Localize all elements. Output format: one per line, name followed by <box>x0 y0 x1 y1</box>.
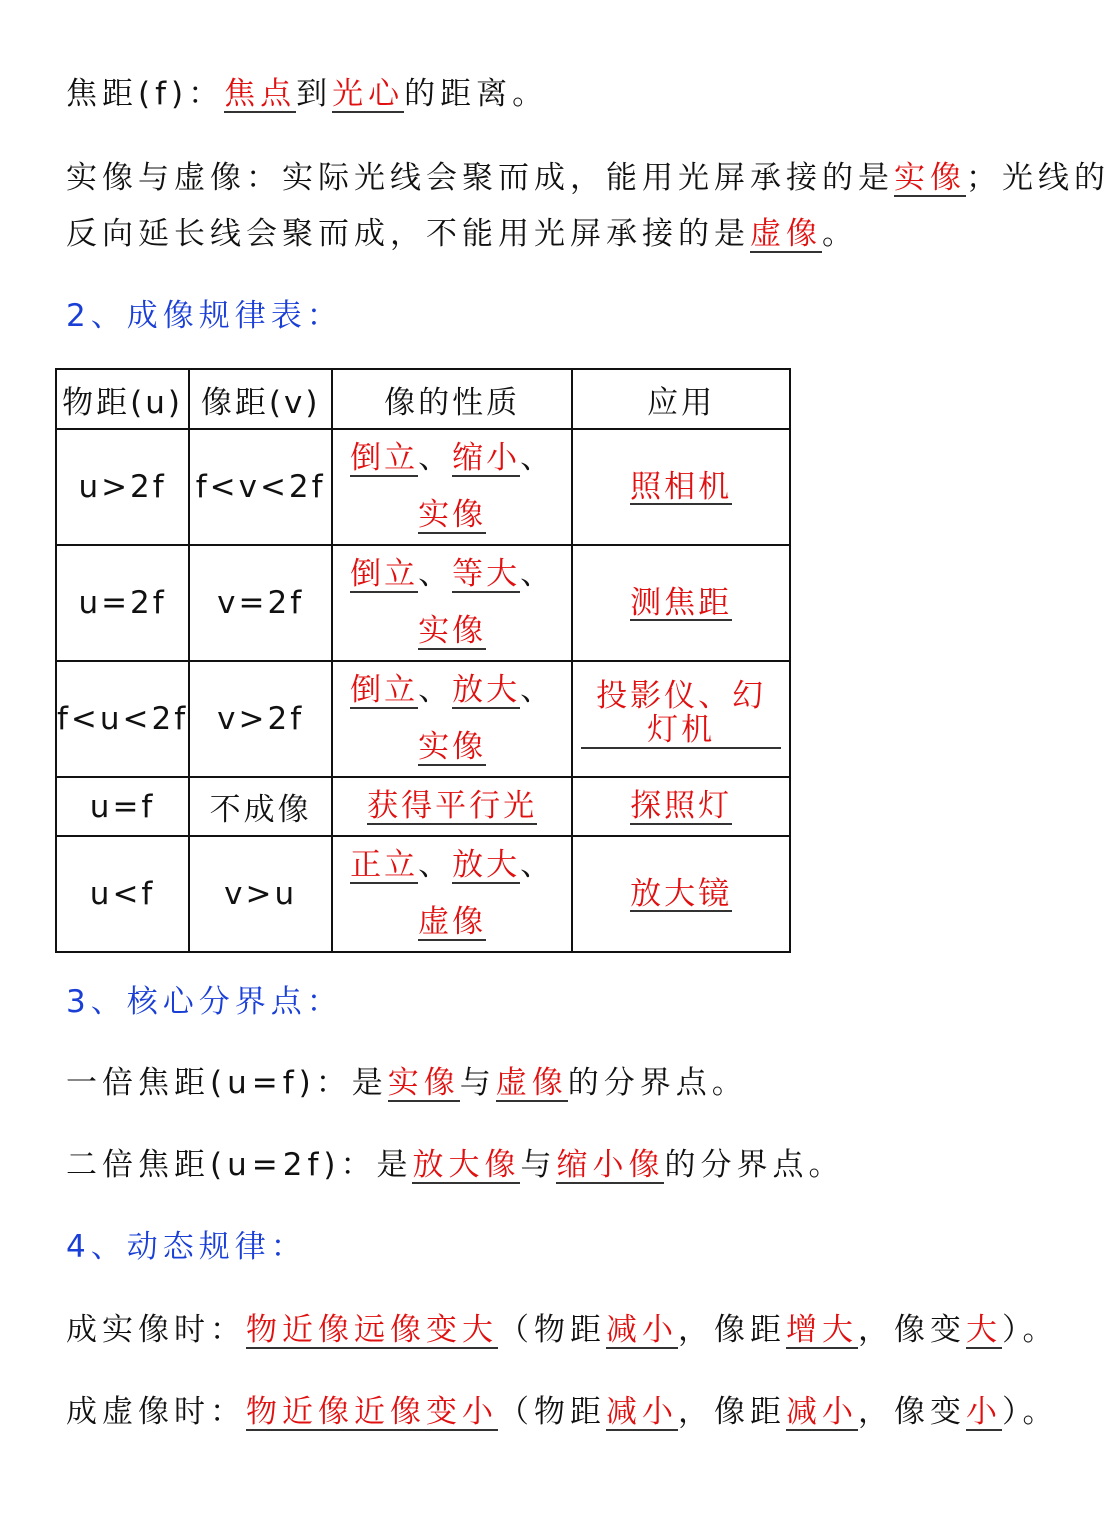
table-row <box>56 429 790 545</box>
cell-u: u=2f <box>56 545 189 661</box>
real-virtual-definition-line1: 实像与虚像：实际光线会聚而成，能用光屏承接的是实像；光线的 <box>66 160 1110 196</box>
cell-nature: 正立、放大、虚像 <box>332 836 572 952</box>
cell-u: u=f <box>56 777 189 836</box>
header-image-distance: 像距(v) <box>189 369 332 429</box>
keyword-real-image: 实像 <box>894 160 966 196</box>
header-application: 应用 <box>572 369 790 429</box>
cell-v: v=2f <box>189 545 332 661</box>
cell-application: 照相机 <box>572 429 790 545</box>
real-virtual-definition-line2: 反向延长线会聚而成，不能用光屏承接的是虚像。 <box>66 216 858 252</box>
cell-nature: 倒立、放大、实像 <box>332 661 572 777</box>
section-heading-dynamic-rules: 4、动态规律： <box>66 1229 307 1265</box>
cell-application: 测焦距 <box>572 545 790 661</box>
section-heading-imaging-table: 2、成像规律表： <box>66 298 343 334</box>
cell-nature: 倒立、缩小、实像 <box>332 429 572 545</box>
cell-nature: 倒立、等大、实像 <box>332 545 572 661</box>
dynamic-rule-real-image: 成实像时：物近像远像变大（物距减小，像距增大，像变大）。 <box>66 1312 1059 1348</box>
section-heading-boundary-points: 3、核心分界点： <box>66 984 343 1020</box>
table-row <box>56 777 790 836</box>
boundary-point-single-focal: 一倍焦距(u=f)：是实像与虚像的分界点。 <box>66 1065 748 1101</box>
table-row <box>56 545 790 661</box>
header-object-distance: 物距(u) <box>56 369 189 429</box>
cell-application: 放大镜 <box>572 836 790 952</box>
imaging-rules-table <box>55 368 791 953</box>
cell-v: 不成像 <box>189 777 332 836</box>
keyword-optical-center: 光心 <box>332 76 405 112</box>
cell-v: v>u <box>189 836 332 952</box>
cell-application: 投影仪、幻灯机 <box>572 661 790 777</box>
cell-nature: 获得平行光 <box>332 777 572 836</box>
dynamic-rule-virtual-image: 成虚像时：物近像近像变小（物距减小，像距减小，像变小）。 <box>66 1394 1059 1430</box>
keyword-focus-point: 焦点 <box>224 76 297 112</box>
boundary-point-double-focal: 二倍焦距(u=2f)：是放大像与缩小像的分界点。 <box>66 1147 845 1183</box>
table-row <box>56 836 790 952</box>
focal-length-definition: 焦距(f)：焦点到光心的距离。 <box>66 76 549 112</box>
table-row <box>56 661 790 777</box>
cell-v: f<v<2f <box>189 429 332 545</box>
cell-application: 探照灯 <box>572 777 790 836</box>
table-header-row <box>56 369 790 429</box>
cell-u: u>2f <box>56 429 189 545</box>
header-image-nature: 像的性质 <box>332 369 572 429</box>
cell-u: f<u<2f <box>56 661 189 777</box>
keyword-virtual-image: 虚像 <box>750 216 822 252</box>
cell-u: u<f <box>56 836 189 952</box>
cell-v: v>2f <box>189 661 332 777</box>
